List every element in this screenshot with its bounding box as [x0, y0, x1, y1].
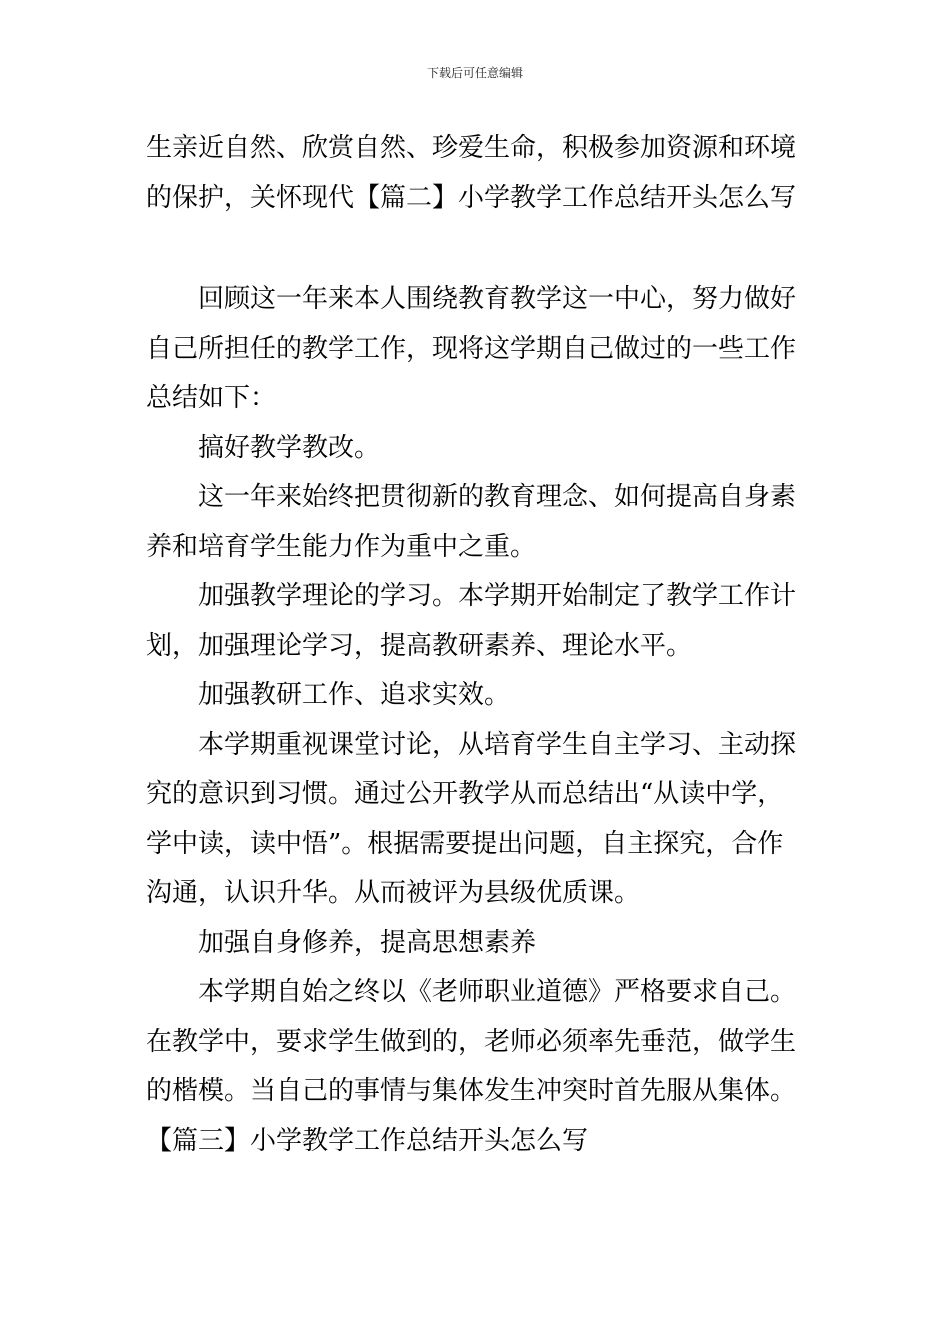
paragraph-first-line: 加强教学理论的学习。本学期开始制定了教学工作计 — [198, 581, 797, 611]
paragraph-first-line: 本学期重视课堂讨论，从培育学生自主学习、主动探 — [198, 729, 797, 760]
section-heading: 加强教研工作、追求实效。 — [198, 680, 511, 710]
text-line: 划，加强理论学习，提高教研素养、理论水平。 — [146, 630, 693, 661]
text-line: 的保护，关怀现代【篇二】小学教学工作总结开头怎么写 — [146, 182, 797, 213]
intro-paragraph — [146, 124, 808, 223]
paragraph-first-line: 回顾这一年来本人围绕教育教学这一中心，努力做好 — [198, 284, 797, 314]
text-line: 养和培育学生能力作为重中之重。 — [146, 531, 537, 562]
section-heading: 加强自身修养，提高思想素养 — [198, 927, 537, 958]
text-line: 自己所担任的教学工作，现将这学期自己做过的一些工作 — [146, 333, 797, 364]
paragraph-first-line: 这一年来始终把贯彻新的教育理念、如何提高自身素 — [198, 482, 797, 512]
text-line: 沟通，认识升华。从而被评为县级优质课。 — [146, 878, 641, 908]
text-line: 总结如下： — [146, 383, 277, 413]
section-heading: 搞好教学教改。 — [198, 432, 381, 463]
text-line: 生亲近自然、欣赏自然、珍爱生命，积极参加资源和环境 — [146, 133, 797, 163]
text-line: 究的意识到习惯。通过公开教学从而总结出“从读中学， — [146, 779, 784, 809]
text-line: 在教学中，要求学生做到的，老师必须率先垂范，做学生 — [146, 1026, 797, 1057]
page-header-note: 下载后可任意编辑 — [426, 66, 523, 80]
main-body — [146, 275, 808, 1166]
article-heading: 【篇三】小学教学工作总结开头怎么写 — [146, 1125, 589, 1156]
text-line: 的楷模。当自己的事情与集体发生冲突时首先服从集体。 — [146, 1076, 797, 1106]
text-line: 学中读，读中悟”。根据需要提出问题，自主探究，合作 — [146, 828, 784, 859]
paragraph-first-line: 本学期自始之终以《老师职业道德》严格要求自己。 — [198, 977, 797, 1007]
